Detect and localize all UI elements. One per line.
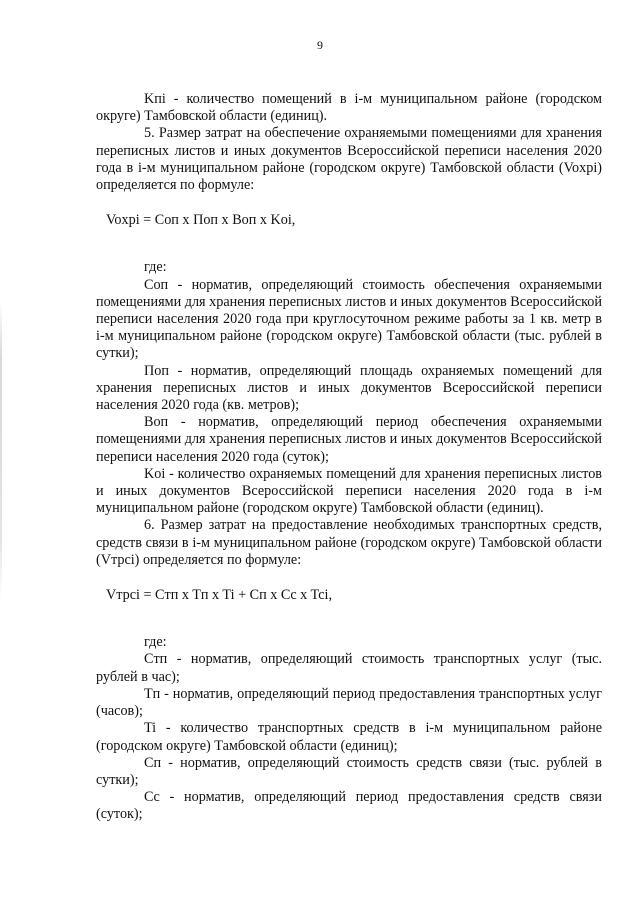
paragraph-con: Coп - норматив, определяющий стоимость обеспечения охраняемыми помещениями для хранения переписных листов и иных документов Всероссийской переписи населения 2020 года при круглосуточном режиме работы за 1 кв. метр в i-м муниципальном районе (городском округе) Тамбовской области (тыс. рублей в сутки); — [96, 276, 602, 362]
paragraph-ti: Ti - количество транспортных средств в i-м муниципальном районе (городском округе) Тамбовской области (единиц); — [96, 720, 602, 754]
paragraph-formula2: Vтрсi = Cтп x Tп x Ti + Cп x Cc x Tci, — [106, 587, 333, 604]
paragraph-ctp: Cтп - норматив, определяющий стоимость транспортных услуг (тыс. рублей в час); — [96, 651, 602, 685]
paragraph-koi: Koi - количество охраняемых помещений для хранения переписных листов и иных документов Всероссийской переписи населения 2020 года в i-м муниципальном районе (городском округе) Тамбовской области (единиц). — [96, 465, 602, 517]
document-body — [96, 91, 602, 824]
page-number: 9 — [317, 38, 323, 52]
paragraph-cc: Cc - норматив, определяющий период предоставления средств связи (суток); — [96, 789, 602, 823]
paragraph-bop: Boп - норматив, определяющий период обеспечения охраняемыми помещениями для хранения переписных листов и иных документов Всероссийской переписи населения 2020 года (суток); — [96, 414, 602, 465]
paragraph-tp: Tп - норматив, определяющий период предоставления транспортных услуг (часов); — [96, 685, 602, 720]
paragraph-item6: 6. Размер затрат на предоставление необходимых транспортных средств, средств связи в i-м муниципальном районе (городском округе) Тамбовской области (Vтрсi) определяется по формуле: — [96, 517, 602, 568]
scan-edge-artifact — [0, 300, 2, 600]
paragraph-item5: 5. Размер затрат на обеспечение охраняемыми помещениями для хранения переписных листов и иных документов Всероссийской переписи населения 2020 года в i-м муниципальном районе (городском округе) Тамбовской области (Voxpi) определяется по формуле: — [96, 125, 602, 194]
paragraph-formula1: Voxpi = Coп x Пoп x Boп x Koi, — [106, 212, 296, 229]
paragraph-gde1: где: — [144, 259, 167, 276]
paragraph-pop: Пoп - норматив, определяющий площадь охраняемых помещений для хранения переписных листов и иных документов Всероссийской переписи населения 2020 года (кв. метров); — [96, 362, 602, 414]
paragraph-cp: Cп - норматив, определяющий стоимость средств связи (тыс. рублей в сутки); — [96, 754, 602, 788]
paragraph-kpi: Kпi - количество помещений в i-м муниципальном районе (городском округе) Тамбовской области (единиц). — [96, 91, 602, 125]
paragraph-gde2: где: — [144, 634, 167, 651]
